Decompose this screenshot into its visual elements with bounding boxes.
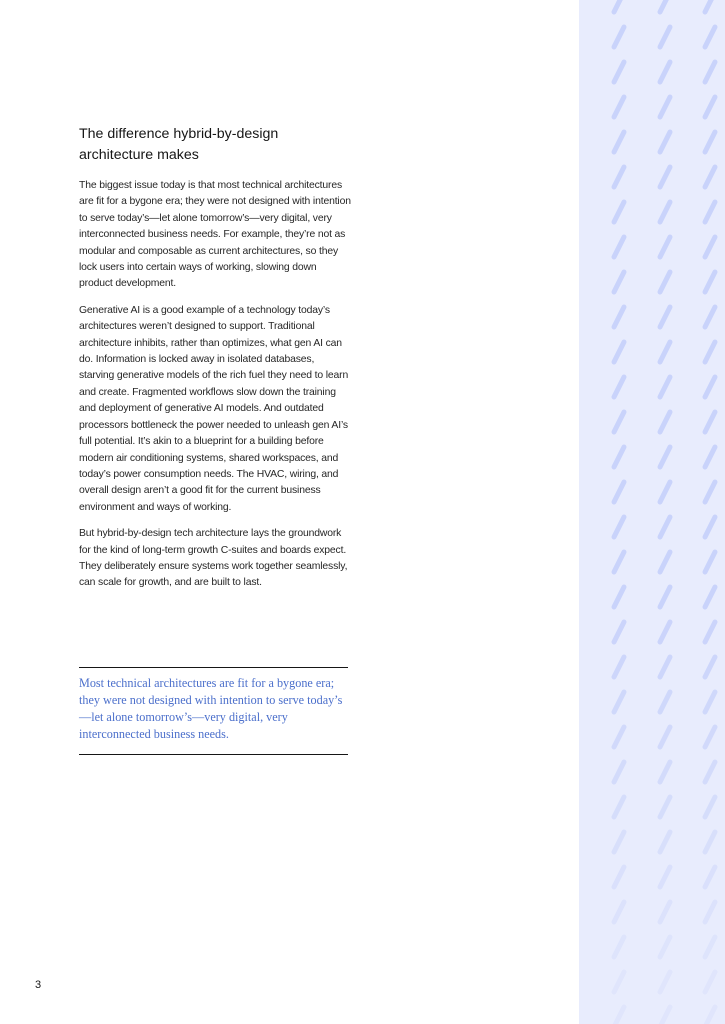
decorative-dash	[705, 27, 715, 47]
decorative-dash	[660, 902, 670, 922]
decorative-dash	[705, 517, 715, 537]
decorative-dash	[614, 447, 624, 467]
decorative-dash	[660, 377, 670, 397]
decorative-dash	[614, 482, 624, 502]
decorative-dash	[660, 552, 670, 572]
paragraph-3: But hybrid-by-design tech architecture lays the groundwork for the kind of long-term growth C-suites and boards expect. They deliberately ensure systems work together seamlessly, can scale for growth, and are built to last.	[79, 528, 348, 589]
decorative-dash	[614, 937, 624, 957]
decorative-dash	[660, 27, 670, 47]
decorative-dash	[660, 62, 670, 82]
dash-pattern	[579, 0, 725, 1024]
decorative-dash	[660, 447, 670, 467]
decorative-dash	[660, 587, 670, 607]
decorative-dash	[614, 237, 624, 257]
decorative-dash	[705, 692, 715, 712]
decorative-dash	[614, 412, 624, 432]
decorative-dash	[705, 132, 715, 152]
decorative-dash	[660, 622, 670, 642]
decorative-dash	[614, 902, 624, 922]
decorative-dash	[660, 727, 670, 747]
decorative-dash	[705, 762, 715, 782]
decorative-dash	[705, 972, 715, 992]
decorative-dash	[614, 1007, 624, 1024]
decorative-dash	[705, 342, 715, 362]
paragraph-1: The biggest issue today is that most technical architectures are fit for a bygone era; they were not designed with intention to serve today’s—let alone tomorrow’s—very digital, very interconnected business needs. For example, they’re not as modular and composable as current architectures, so they lock users into certain ways of working, slowing down product development.	[79, 180, 351, 290]
decorative-dash	[614, 342, 624, 362]
decorative-dash	[660, 1007, 670, 1024]
decorative-dash	[705, 482, 715, 502]
decorative-dash	[705, 867, 715, 887]
page-number: 3	[35, 979, 42, 991]
pull-quote-text: Most technical architectures are fit for a bygone era; they were not designed with intention to serve today’s—let alone tomorrow’s—very digital, very interconnected business needs.	[79, 676, 343, 741]
decorative-dash	[705, 447, 715, 467]
decorative-dash	[705, 657, 715, 677]
decorative-dash	[614, 167, 624, 187]
decorative-dash	[705, 1007, 715, 1024]
decorative-dash	[614, 307, 624, 327]
decorative-dash	[614, 972, 624, 992]
decorative-dash	[705, 832, 715, 852]
decorative-dash	[705, 307, 715, 327]
decorative-dash	[660, 762, 670, 782]
decorative-dash	[614, 587, 624, 607]
decorative-dash	[614, 27, 624, 47]
decorative-dash	[660, 937, 670, 957]
decorative-dash	[660, 202, 670, 222]
decorative-dash	[660, 0, 670, 12]
decorative-side-panel	[579, 0, 725, 1024]
decorative-dash	[660, 307, 670, 327]
decorative-dash	[614, 832, 624, 852]
decorative-dash	[614, 797, 624, 817]
decorative-dash	[614, 692, 624, 712]
decorative-dash	[614, 272, 624, 292]
decorative-dash	[705, 0, 715, 12]
decorative-dash	[660, 167, 670, 187]
decorative-dash	[660, 517, 670, 537]
decorative-dash	[614, 867, 624, 887]
paragraph-2: Generative AI is a good example of a technology today’s architectures weren’t designed to support. Traditional architecture inhibits, rather than optimizes, what gen AI can do. Information is locked away in isolated databases, starving generative models of the rich fuel they need to learn and create. Fragmented workflows slow down the training and deployment of generative AI models. And outdated processors bottleneck the power needed to unleash gen AI’s full potential. It’s akin to a blueprint for a building before modern air conditioning systems, shared workspaces, and today’s power consumption needs. The HVAC, wiring, and overall design aren’t a good fit for the current business environment and ways of working.	[79, 304, 349, 513]
decorative-dash	[660, 972, 670, 992]
decorative-dash	[660, 237, 670, 257]
decorative-dash	[660, 482, 670, 502]
decorative-dash	[705, 797, 715, 817]
decorative-dash	[660, 97, 670, 117]
decorative-dash	[660, 692, 670, 712]
decorative-dash	[660, 412, 670, 432]
decorative-dash	[660, 797, 670, 817]
decorative-dash	[660, 867, 670, 887]
decorative-dash	[614, 517, 624, 537]
decorative-dash	[660, 132, 670, 152]
decorative-dash	[614, 377, 624, 397]
section-heading: The difference hybrid-by-design architecture makes	[79, 126, 279, 163]
decorative-dash	[705, 902, 715, 922]
decorative-dash	[614, 552, 624, 572]
decorative-dash	[705, 587, 715, 607]
decorative-dash	[660, 832, 670, 852]
decorative-dash	[614, 202, 624, 222]
decorative-dash	[705, 412, 715, 432]
decorative-dash	[705, 62, 715, 82]
decorative-dash	[705, 727, 715, 747]
decorative-dash	[614, 727, 624, 747]
decorative-dash	[705, 167, 715, 187]
decorative-dash	[614, 657, 624, 677]
decorative-dash	[614, 622, 624, 642]
pull-quote	[79, 667, 348, 755]
decorative-dash	[705, 552, 715, 572]
decorative-dash	[660, 272, 670, 292]
decorative-dash	[705, 97, 715, 117]
decorative-dash	[660, 342, 670, 362]
decorative-dash	[614, 62, 624, 82]
decorative-dash	[705, 377, 715, 397]
article-section	[79, 124, 351, 602]
decorative-dash	[614, 0, 624, 12]
decorative-dash	[705, 937, 715, 957]
decorative-dash	[705, 272, 715, 292]
decorative-dash	[660, 657, 670, 677]
decorative-dash	[705, 237, 715, 257]
decorative-dash	[614, 762, 624, 782]
decorative-dash	[705, 622, 715, 642]
decorative-dash	[705, 202, 715, 222]
decorative-dash	[614, 132, 624, 152]
decorative-dash	[614, 97, 624, 117]
